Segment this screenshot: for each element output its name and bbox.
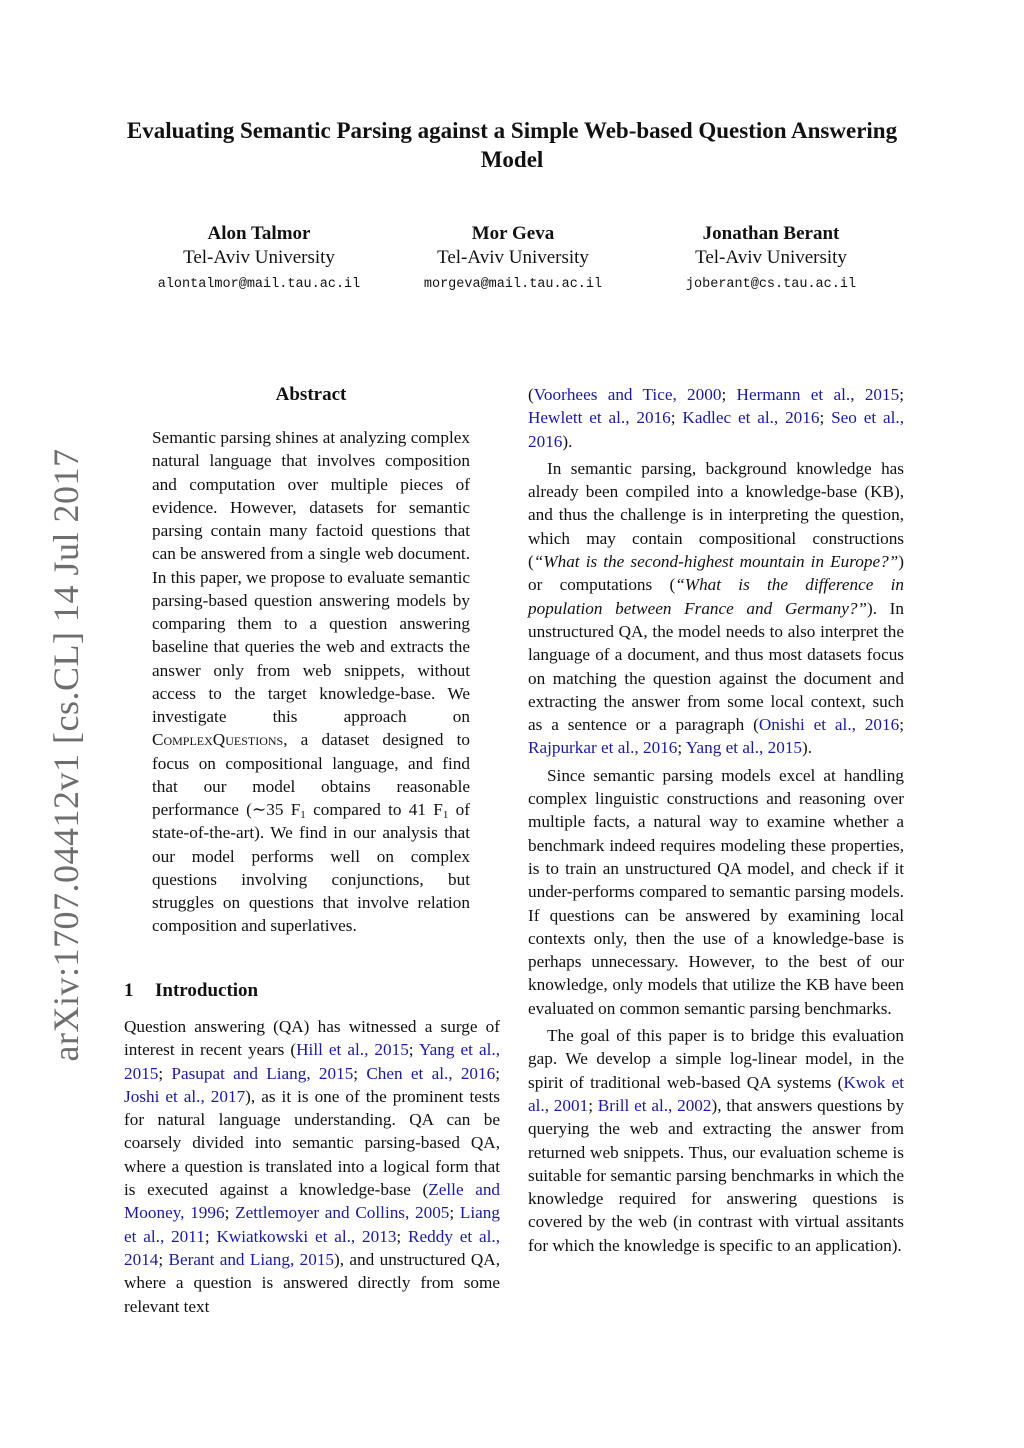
citation-link[interactable]: Chen et al., 2016 [366, 1063, 496, 1083]
paragraph-text: The goal of this paper is to bridge this evaluation gap. We develop a simple log-linear model, in the spirit of traditional web-based QA systems ( [528, 1026, 904, 1092]
citation-link[interactable]: Liang et al., 2011 [124, 1203, 500, 1246]
intro-paragraph-1: Question answering (QA) has witnessed a surge of interest in recent years (Hill et al., 2015; Yang et al., 2015; Pasupat and Liang, 2015; Chen et al., 2016; Joshi et al., 2017), as it is one of the prominent tests for natural language understanding. QA can be coarsely divided into semantic parsing-based QA, where a question is translated into a logical form that is executed against a knowledge-base (Zelle and Mooney, 1996; Zettlemoyer and Collins, 2005; Liang et al., 2011; Kwiatkowski et al., 2013; Reddy et al., 2014; Berant and Liang, 2015), and unstructured QA, where a question is answered directly from some relevant text [124, 1017, 501, 1316]
f1-subscript: 1 [442, 809, 449, 821]
citation-link[interactable]: Kadlec et al., 2016 [682, 408, 820, 428]
citation-link[interactable]: Joshi et al., 2017 [124, 1086, 246, 1106]
f1-subscript: 1 [300, 809, 306, 821]
abstract-text: compared to 41 F [305, 800, 443, 819]
author-block-2 [383, 222, 643, 300]
paragraph-text: ), as it is one of the prominent tests for natural language understanding. QA can be coarsely divided into semantic parsing-based QA, where a question is translated into a logical form that is executed against a knowledge-base ( [124, 1086, 500, 1200]
dataset-name: ComplexQuestions [152, 730, 284, 750]
author-block-1 [129, 222, 389, 300]
citation-link[interactable]: Hewlett et al., 2016 [528, 408, 671, 428]
citation-link[interactable]: Berant and Liang, 2015 [168, 1249, 335, 1269]
author-affiliation: Tel-Aviv University [183, 247, 335, 268]
paragraph-text: ), that answers questions by querying the web and extracting the answer from returned web snippets. Thus, our evaluation scheme is suitable for semantic parsing benchmarks in which the knowledge required for answering questions is covered by the web (in contrast with virtual assitants for which the knowledge is specific to an application). [528, 1095, 905, 1255]
citation-link[interactable]: Hermann et al., 2015 [736, 385, 900, 404]
abstract-body [152, 426, 470, 938]
author-name: Mor Geva [471, 223, 555, 244]
citation-link[interactable]: Onishi et al., 2016 [758, 715, 900, 735]
abstract-text: Semantic parsing shines at analyzing complex natural language that involves composition and computation over multiple pieces of evidence. However, datasets for semantic parsing contain many factoid questions that can be answered from a single web document. In this paper, we propose to evaluate semantic parsing-based question answering models by comparing them to a question answering baseline that queries the web and extracts the answer only from web snippets, without access to the target knowledge-base. We investigate this approach on [152, 428, 470, 726]
abstract-heading: Abstract [275, 384, 347, 405]
citation-link[interactable]: Seo et al., 2016 [528, 408, 904, 451]
right-column [528, 383, 904, 1257]
author-affiliation: Tel-Aviv University [695, 247, 847, 268]
paragraph-text: ) or computations ( [528, 552, 904, 595]
citation-link[interactable]: Kwiatkowski et al., 2013 [216, 1226, 397, 1246]
paragraph-text: In semantic parsing, background knowledge has already been compiled into a knowledge-base (KB), and thus the challenge is in interpreting the question, which may contain compositional constructions ( [528, 458, 904, 572]
author-affiliation: Tel-Aviv University [437, 247, 589, 268]
citation-link[interactable]: Yang et al., 2015 [124, 1040, 500, 1083]
section-heading-introduction [124, 979, 500, 1003]
author-email: joberant@cs.tau.ac.il [685, 277, 857, 292]
abstract-text: of state-of-the-art). We find in our analysis that our model performs well on complex questions involving conjunctions, but struggles on questions that involve relation composition and superlatives. [152, 800, 470, 936]
section-number: 1 [124, 980, 134, 1001]
paragraph-text: Question answering (QA) has witnessed a surge of interest in recent years ( [124, 1017, 500, 1060]
intro-paragraph-4: The goal of this paper is to bridge this evaluation gap. We develop a simple log-linear model, in the spirit of traditional web-based QA systems (Kwok et al., 2001; Brill et al., 2002), that answers questions by querying the web and extracting the answer from returned web snippets. Thus, our evaluation scheme is suitable for semantic parsing benchmarks in which the knowledge required for answering questions is covered by the web (in contrast with virtual assitants for which the knowledge is specific to an application). [528, 1026, 905, 1255]
author-name: Alon Talmor [207, 223, 311, 244]
citation-link[interactable]: Zettlemoyer and Collins, 2005 [235, 1203, 450, 1223]
author-name: Jonathan Berant [702, 223, 840, 244]
paragraph-text: ), and unstructured QA, where a question is answered directly from some relevant text [124, 1249, 500, 1316]
citation-link[interactable]: Reddy et al., 2014 [124, 1226, 501, 1269]
example-question: “What is the difference in population between France and Germany?” [528, 575, 904, 618]
citation-link[interactable]: Zelle and Mooney, 1996 [124, 1180, 501, 1223]
paragraph-text: ). [802, 738, 813, 758]
section-title: Introduction [155, 980, 259, 1001]
paragraph-text: ). [562, 431, 573, 451]
citation-link[interactable]: Brill et al., 2002 [597, 1095, 712, 1115]
arxiv-stamp-text: arXiv:1707.04412v1 [cs.CL] 14 Jul 2017 [46, 448, 86, 1062]
author-email: alontalmor@mail.tau.ac.il [157, 277, 361, 292]
paragraph-text: ). In unstructured QA, the model needs to also interpret the language of a document, and thus most datasets focus on matching the question against the document and extracting the answer from some local context, such as a sentence or a paragraph ( [528, 598, 904, 735]
paper-title: Evaluating Semantic Parsing against a Simple Web-based Question Answering Model [126, 118, 898, 172]
citation-link[interactable]: Pasupat and Liang, 2015 [171, 1063, 354, 1083]
citation-link[interactable]: Voorhees and Tice, 2000 [533, 385, 722, 404]
citation-link[interactable]: Yang et al., 2015 [685, 738, 803, 758]
citation-link[interactable]: Rajpurkar et al., 2016 [528, 738, 678, 758]
author-block-3 [641, 222, 901, 300]
intro-paragraph-3: Since semantic parsing models excel at handling complex linguistic constructions and reasoning over multiple facts, a natural way to examine whether a benchmark indeed requires modeling these properties, is to train an unstructured QA model, and check if it under-performs compared to semantic parsing models. If questions can be answered by examining local contexts only, then the use of a knowledge-base is perhaps unnecessary. However, to the best of our knowledge, only models that utilize the KB have been evaluated on common semantic parsing benchmarks. [528, 765, 904, 1018]
citation-link[interactable]: Kwok et al., 2001 [528, 1072, 904, 1115]
citation-link[interactable]: Hill et al., 2015 [296, 1040, 409, 1060]
example-question: “What is the second-highest mountain in Europe?” [533, 552, 899, 572]
abstract-text: , a dataset designed to focus on compositional language, and find that our model obtains reasonable performance (∼35 F [152, 730, 470, 819]
left-column [124, 1015, 500, 1318]
intro-paragraph-2: In semantic parsing, background knowledge has already been compiled into a knowledge-base (KB), and thus the challenge is in interpreting the question, which may contain compositional constructions (“What is the second-highest mountain in Europe?”) or computations (“What is the difference in population between France and Germany?”). In unstructured QA, the model needs to also interpret the language of a document, and thus most datasets focus on matching the question against the document and extracting the answer from some local context, such as a sentence or a paragraph (Onishi et al., 2016; Rajpurkar et al., 2016; Yang et al., 2015). [528, 458, 904, 758]
author-email: morgeva@mail.tau.ac.il [423, 277, 603, 292]
intro-paragraph-1-continued: (Voorhees and Tice, 2000; Hermann et al., 2015; Hewlett et al., 2016; Kadlec et al., 2016; Seo et al., 2016). [528, 385, 904, 451]
